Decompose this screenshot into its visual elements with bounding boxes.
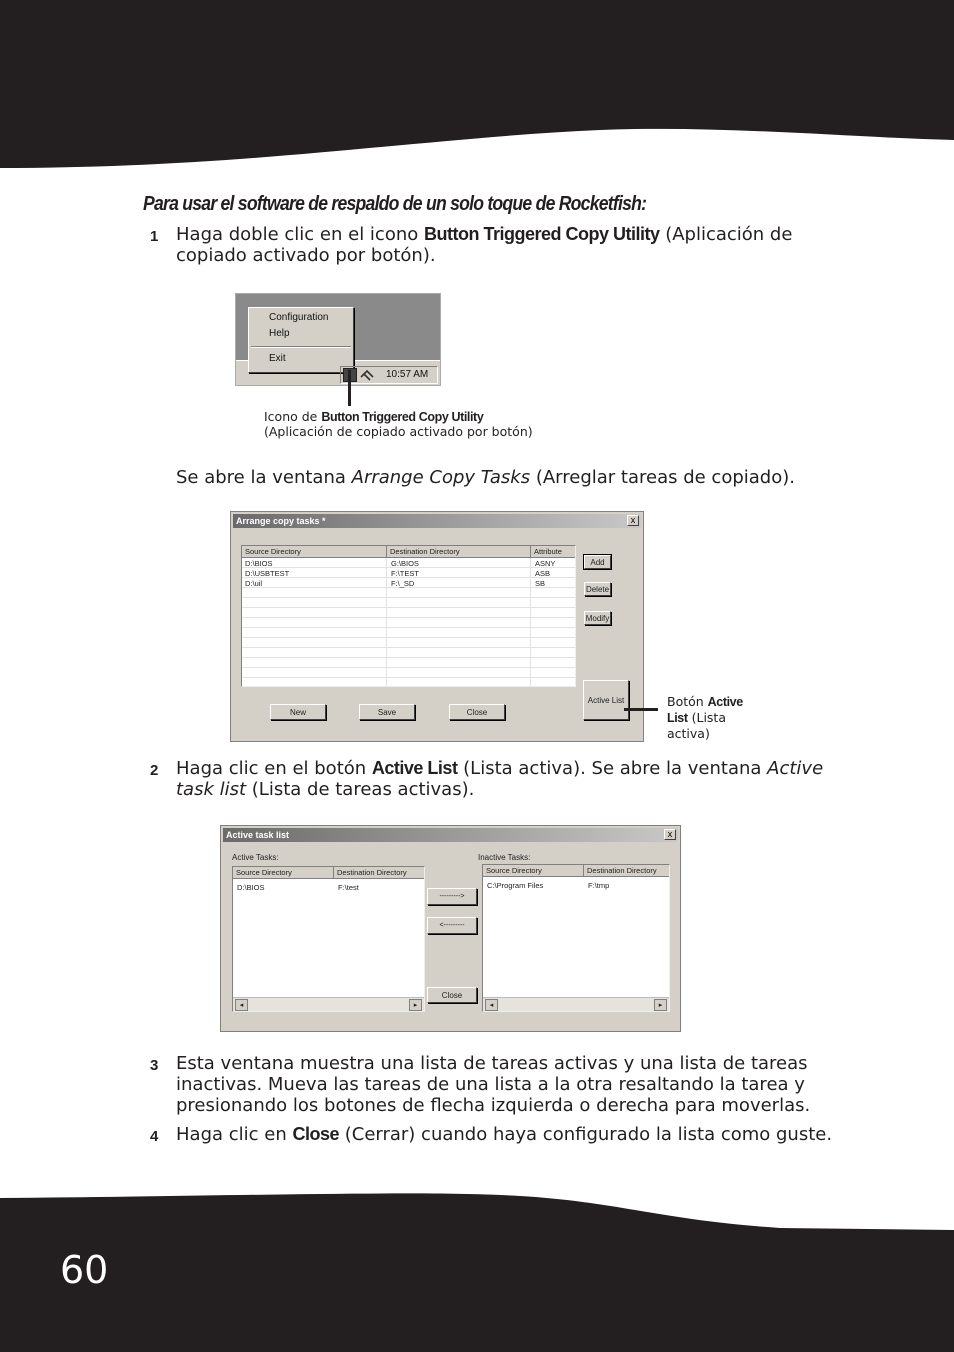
app-name: Button Triggered Copy Utility [423, 224, 660, 244]
move-right-button[interactable]: ---------> [427, 888, 477, 905]
text: Haga clic en [176, 1124, 293, 1145]
step-number: 1 [150, 228, 159, 245]
button-name: Active List [371, 758, 458, 778]
column-header[interactable]: Source Directory [483, 865, 584, 877]
inactive-tasks-list [482, 864, 670, 1012]
callout-pointer [624, 708, 658, 711]
active-task-list-window [220, 825, 681, 1032]
active-tasks-list [232, 866, 425, 1012]
menu-divider [251, 346, 351, 348]
section-heading: Para usar el software de respaldo de un solo toque de Rocketfish: [143, 192, 647, 215]
text: (Cerrar) cuando haya configurado la lista como guste. [339, 1124, 833, 1145]
table-cell[interactable]: F:\TEST [391, 569, 419, 578]
close-icon[interactable]: x [627, 515, 639, 526]
move-left-button[interactable]: <--------- [427, 917, 477, 934]
step2-line2 [176, 779, 474, 800]
button-name: Active [707, 695, 743, 709]
scroll-left-icon[interactable]: ◂ [235, 999, 248, 1011]
title-bar [223, 828, 678, 842]
tray-screenshot [235, 293, 441, 386]
button-name: List [667, 711, 688, 725]
step4-line [176, 1124, 832, 1145]
title-bar [233, 514, 641, 528]
text: (Aplicación de [659, 224, 793, 245]
step3-line1: Esta ventana muestra una lista de tareas activas y una lista de tareas [176, 1053, 808, 1074]
close-icon[interactable]: x [664, 829, 676, 840]
active-tasks-label: Active Tasks: [232, 853, 279, 862]
window-name: Arrange Copy Tasks [351, 467, 531, 488]
table-cell[interactable]: D:\BIOS [237, 883, 265, 892]
table-cell[interactable]: SB [535, 579, 546, 588]
window-title: Active task list [226, 830, 290, 840]
text: Se abre la ventana [176, 467, 352, 488]
scroll-left-icon[interactable]: ◂ [485, 999, 498, 1011]
horizontal-scrollbar[interactable] [233, 997, 424, 1011]
text: Icono de [264, 409, 322, 424]
task-table [241, 545, 576, 687]
table-cell[interactable]: C:\Program Files [487, 881, 544, 890]
caption-active-list-line2 [667, 710, 726, 726]
caption-active-list-line3: activa) [667, 726, 710, 741]
column-header[interactable]: Attribute [531, 546, 576, 558]
page-number: 60 [60, 1248, 109, 1292]
table-cell[interactable]: ASB [535, 569, 551, 578]
top-band [0, 0, 954, 175]
network-icon [359, 367, 375, 381]
step1-line1 [176, 224, 792, 245]
app-name: Button Triggered Copy Utility [321, 410, 484, 424]
column-header[interactable]: Destination Directory [334, 867, 425, 879]
save-button[interactable]: Save [359, 704, 415, 720]
step-number: 3 [150, 1057, 159, 1074]
inactive-tasks-label: Inactive Tasks: [478, 853, 531, 862]
window-name: Active [767, 758, 824, 779]
text: Botón [667, 694, 708, 709]
close-button[interactable]: Close [427, 987, 477, 1003]
caption-active-list [667, 694, 743, 710]
column-header[interactable]: Destination Directory [584, 865, 670, 877]
delete-button[interactable]: Delete [584, 582, 611, 596]
text: Haga doble clic en el icono [176, 224, 424, 245]
column-header[interactable]: Source Directory [242, 546, 387, 558]
column-header[interactable]: Source Directory [233, 867, 334, 879]
horizontal-scrollbar[interactable] [483, 997, 669, 1011]
menu-item-help[interactable]: Help [269, 328, 290, 339]
close-button[interactable]: Close [449, 704, 505, 720]
callout-pointer [348, 370, 351, 406]
modify-button[interactable]: Modify [584, 611, 611, 625]
scroll-right-icon[interactable]: ▸ [654, 999, 667, 1011]
table-cell[interactable]: G:\BIOS [391, 559, 419, 568]
menu-item-configuration[interactable]: Configuration [269, 312, 329, 323]
window-title: Arrange copy tasks * [236, 516, 326, 526]
new-button[interactable]: New [270, 704, 326, 720]
bottom-band [0, 1190, 954, 1352]
opens-arrange-text [176, 467, 795, 488]
caption-icon [264, 409, 483, 425]
arrange-copy-tasks-window [230, 511, 644, 742]
table-cell[interactable]: F:\_SD [391, 579, 415, 588]
text: Haga clic en el botón [176, 758, 372, 779]
step3-line2: inactivas. Mueva las tareas de una lista a la otra resaltando la tarea y [176, 1074, 805, 1095]
tray-clock: 10:57 AM [386, 369, 429, 380]
window-name: task list [176, 779, 247, 800]
active-list-button[interactable]: Active List [583, 680, 629, 720]
menu-item-exit[interactable]: Exit [269, 353, 286, 364]
step-number: 4 [150, 1128, 159, 1145]
step-number: 2 [150, 762, 159, 779]
table-cell[interactable]: D:\USBTEST [245, 569, 290, 578]
table-cell[interactable]: D:\uil [245, 579, 263, 588]
button-name: Close [292, 1124, 339, 1144]
table-cell[interactable]: F:\test [338, 883, 359, 892]
caption-icon-line2: (Aplicación de copiado activado por botón) [264, 424, 533, 439]
add-button[interactable]: Add [584, 555, 611, 569]
step3-line3: presionando los botones de flecha izquierda o derecha para moverlas. [176, 1095, 811, 1116]
text: (Arreglar tareas de copiado). [530, 467, 795, 488]
table-cell[interactable]: D:\BIOS [245, 559, 273, 568]
text: (Lista de tareas activas). [246, 779, 475, 800]
step1-line2: copiado activado por botón). [176, 245, 436, 266]
table-cell[interactable]: F:\tmp [588, 881, 610, 890]
text: (Lista [687, 710, 726, 725]
column-header[interactable]: Destination Directory [387, 546, 531, 558]
table-cell[interactable]: ASNY [535, 559, 556, 568]
context-menu [248, 307, 354, 373]
step2-line1 [176, 758, 823, 779]
text: (Lista activa). Se abre la ventana [457, 758, 768, 779]
scroll-right-icon[interactable]: ▸ [409, 999, 422, 1011]
